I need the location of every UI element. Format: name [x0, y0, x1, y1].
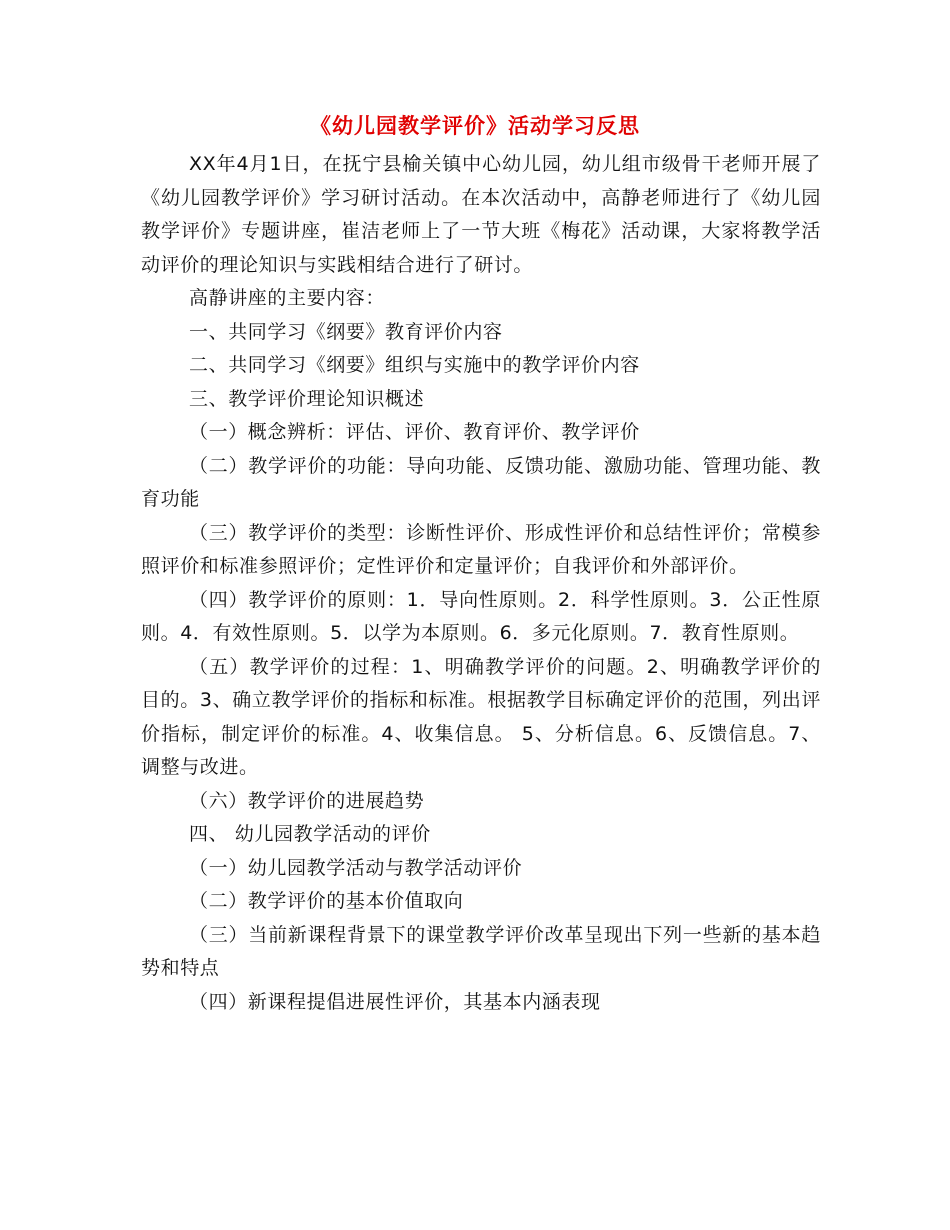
- paragraph-section-3-5: （五）教学评价的过程：1、明确教学评价的问题。2、明确教学评价的目的。3、确立教学评价的指标和标准。根据教学目标确定评价的范围，列出评价指标，制定评价的标准。4、收集信息。 5、分析信息。6、反馈信息。7、调整与改进。: [141, 655, 821, 778]
- paragraph-section-1: 一、共同学习《纲要》教育评价内容: [189, 320, 503, 343]
- document-body: [141, 148, 821, 1019]
- paragraph-section-3: 三、教学评价理论知识概述: [189, 387, 425, 410]
- paragraph-section-3-3: （三）教学评价的类型：诊断性评价、形成性评价和总结性评价；常模参照评价和标准参照评价；定性评价和定量评价；自我评价和外部评价。: [141, 521, 821, 577]
- paragraph-section-4: 四、 幼儿园教学活动的评价: [189, 823, 431, 845]
- paragraph-section-3-6: （六）教学评价的进展趋势: [189, 789, 425, 812]
- paragraph-intro: XX年4月1日，在抚宁县榆关镇中心幼儿园，幼儿组市级骨干老师开展了《幼儿园教学评价》学习研讨活动。在本次活动中，高静老师进行了《幼儿园教学评价》专题讲座，崔洁老师上了一节大班《梅花》活动课，大家将教学活动评价的理论知识与实践相结合进行了研讨。: [141, 153, 821, 276]
- paragraph-section-4-1: （一）幼儿园教学活动与教学活动评价: [189, 856, 523, 879]
- paragraph-section-4-4: （四）新课程提倡进展性评价，其基本内涵表现: [189, 990, 601, 1013]
- document-title: 《幼儿园教学评价》活动学习反思: [310, 113, 640, 138]
- paragraph-section-3-4: （四）教学评价的原则：1．导向性原则。2．科学性原则。3．公正性原则。4．有效性原则。5．以学为本原则。6．多元化原则。7．教育性原则。: [141, 588, 821, 644]
- paragraph-lecture-heading: 高静讲座的主要内容：: [189, 287, 386, 309]
- paragraph-section-3-1: （一）概念辨析：评估、评价、教育评价、教学评价: [189, 421, 640, 443]
- paragraph-section-3-2: （二）教学评价的功能：导向功能、反馈功能、激励功能、管理功能、教育功能: [141, 454, 821, 510]
- paragraph-section-4-2: （二）教学评价的基本价值取向: [189, 890, 464, 912]
- paragraph-section-4-3: （三）当前新课程背景下的课堂教学评价改革呈现出下列一些新的基本趋势和特点: [141, 923, 821, 979]
- paragraph-section-2: 二、共同学习《纲要》组织与实施中的教学评价内容: [189, 354, 640, 376]
